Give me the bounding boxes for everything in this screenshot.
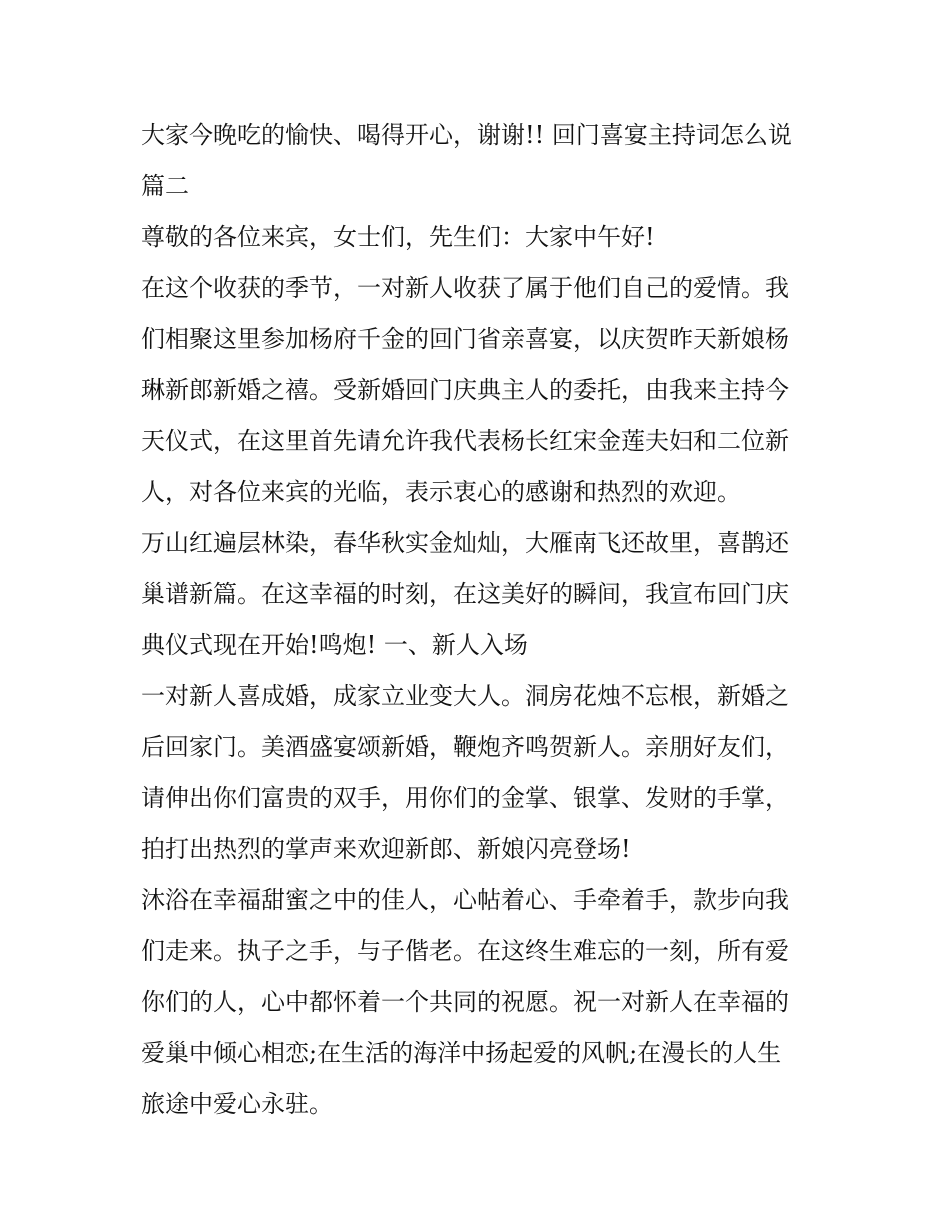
text-line: 人，对各位来宾的光临，表示衷心的感谢和热烈的欢迎。 — [141, 478, 741, 506]
text-line: 大家今晚吃的愉快、喝得开心，谢谢!! 回门喜宴主持词怎么说 — [141, 121, 792, 149]
document-body — [141, 110, 821, 1130]
text-line: 后回家门。美酒盛宴颂新婚，鞭炮齐鸣贺新人。亲朋好友们， — [141, 733, 789, 761]
text-line: 沐浴在幸福甜蜜之中的佳人，心帖着心、手牵着手，款步向我 — [141, 886, 789, 914]
text-line: 爱巢中倾心相恋;在生活的海洋中扬起爱的风帆;在漫长的人生 — [141, 1039, 782, 1067]
text-line: 篇二 — [141, 172, 189, 200]
text-line: 尊敬的各位来宾，女士们，先生们：大家中午好! — [141, 223, 655, 251]
text-line: 拍打出热烈的掌声来欢迎新郎、新娘闪亮登场! — [141, 835, 631, 863]
text-line: 在这个收获的季节，一对新人收获了属于他们自己的爱情。我 — [141, 274, 789, 302]
text-line: 琳新郎新婚之禧。受新婚回门庆典主人的委托，由我来主持今 — [141, 376, 789, 404]
text-line: 天仪式，在这里首先请允许我代表杨长红宋金莲夫妇和二位新 — [141, 427, 789, 455]
text-line: 旅途中爱心永驻。 — [141, 1090, 333, 1118]
text-line: 们走来。执子之手，与子偕老。在这终生难忘的一刻，所有爱 — [141, 937, 789, 965]
text-line: 请伸出你们富贵的双手，用你们的金掌、银掌、发财的手掌， — [141, 784, 789, 812]
text-line: 你们的人，心中都怀着一个共同的祝愿。祝一对新人在幸福的 — [141, 988, 789, 1016]
text-line: 巢谱新篇。在这幸福的时刻，在这美好的瞬间，我宣布回门庆 — [141, 580, 789, 608]
text-line: 一对新人喜成婚，成家立业变大人。洞房花烛不忘根，新婚之 — [141, 682, 789, 710]
text-line: 们相聚这里参加杨府千金的回门省亲喜宴，以庆贺昨天新娘杨 — [141, 325, 789, 353]
text-line: 万山红遍层林染，春华秋实金灿灿，大雁南飞还故里，喜鹊还 — [141, 529, 789, 557]
text-line: 典仪式现在开始!鸣炮! 一、新人入场 — [141, 631, 528, 659]
